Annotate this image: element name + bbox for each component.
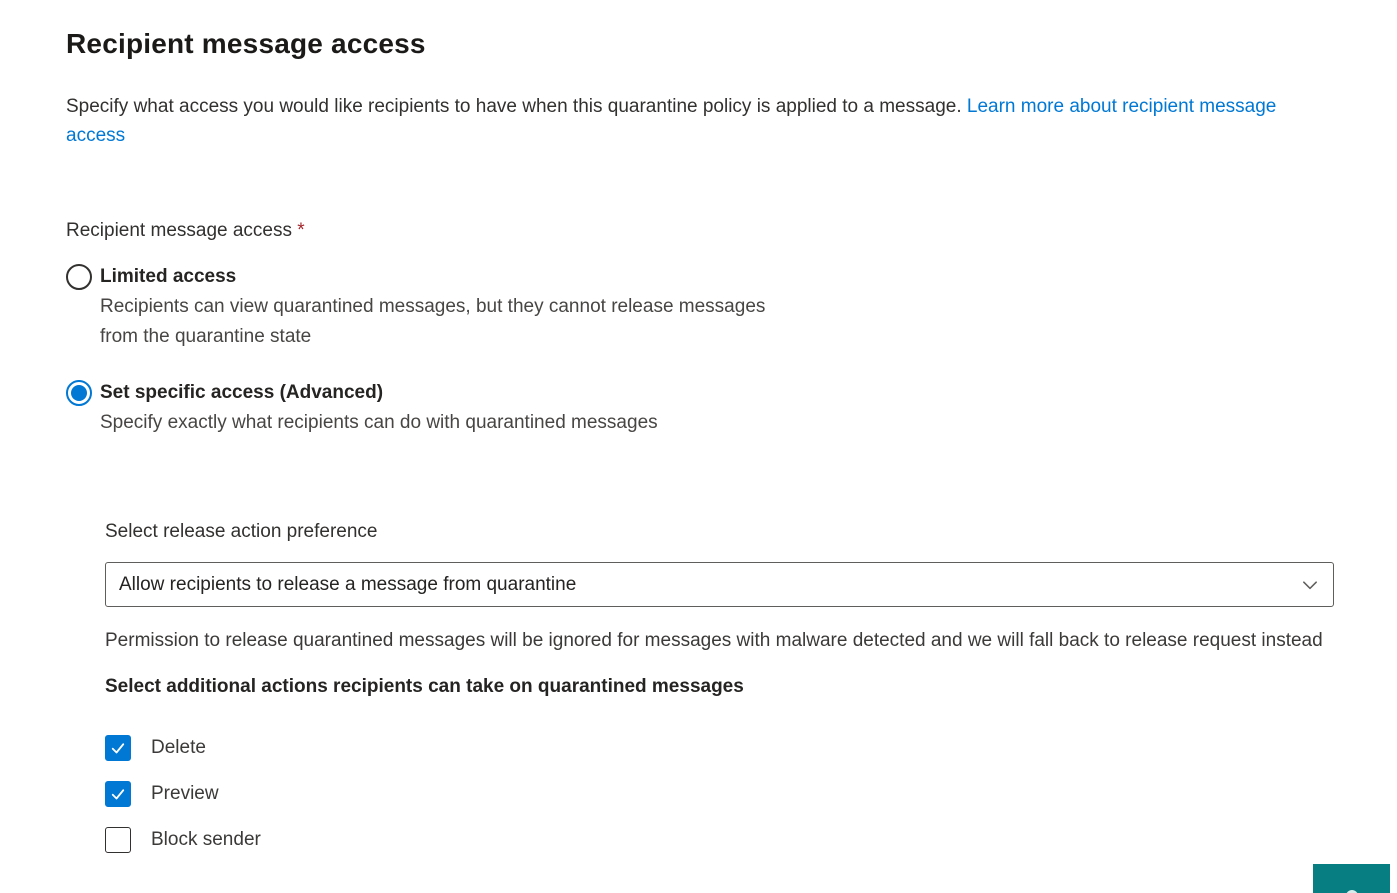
checkbox-row-preview[interactable]	[105, 781, 1334, 807]
radio-limited-access-description: Recipients can view quarantined messages, but they cannot release messages from the quarantine state	[100, 296, 766, 347]
release-action-selected-value: Allow recipients to release a message from quarantine	[119, 573, 577, 595]
checkmark-icon	[109, 739, 127, 757]
radio-option-set-specific-access[interactable]	[66, 378, 1334, 438]
preview-checkbox-label: Preview	[151, 783, 219, 804]
page-description	[66, 92, 1334, 150]
radio-set-specific-access-description: Specify exactly what recipients can do with quarantined messages	[100, 412, 658, 433]
radio-set-specific-access-text	[100, 378, 658, 438]
radio-option-limited-access[interactable]	[66, 262, 1334, 352]
checkmark-icon	[109, 785, 127, 803]
checkbox-row-block-sender[interactable]	[105, 827, 1334, 853]
radio-limited-access-text	[100, 262, 790, 352]
advanced-access-section	[105, 520, 1334, 853]
release-action-label: Select release action preference	[105, 521, 378, 542]
release-action-note: Permission to release quarantined messages will be ignored for messages with malware detected and we will fall back to release request instead	[105, 630, 1323, 651]
preview-checkbox[interactable]	[105, 781, 131, 807]
checkbox-row-delete[interactable]	[105, 735, 1334, 761]
help-feedback-button[interactable]	[1313, 864, 1390, 893]
release-action-dropdown[interactable]	[105, 562, 1334, 607]
required-asterisk: *	[297, 220, 305, 241]
radio-set-specific-access[interactable]	[66, 380, 92, 406]
access-group-label-text: Recipient message access	[66, 220, 298, 241]
access-group-label	[66, 219, 1334, 243]
page-description-text: Specify what access you would like recipients to have when this quarantine policy is applied to a message.	[66, 96, 962, 117]
radio-set-specific-access-label: Set specific access (Advanced)	[100, 382, 384, 403]
radio-limited-access[interactable]	[66, 264, 92, 290]
delete-checkbox[interactable]	[105, 735, 131, 761]
block-sender-checkbox[interactable]	[105, 827, 131, 853]
chevron-down-icon	[1301, 576, 1319, 594]
radio-limited-access-label: Limited access	[100, 266, 237, 287]
delete-checkbox-label: Delete	[151, 737, 206, 758]
page-title: Recipient message access	[66, 28, 426, 59]
learn-more-link[interactable]: Learn more about recipient message access	[66, 96, 1277, 146]
additional-actions-label: Select additional actions recipients can take on quarantined messages	[105, 676, 744, 697]
block-sender-checkbox-label: Block sender	[151, 829, 261, 850]
